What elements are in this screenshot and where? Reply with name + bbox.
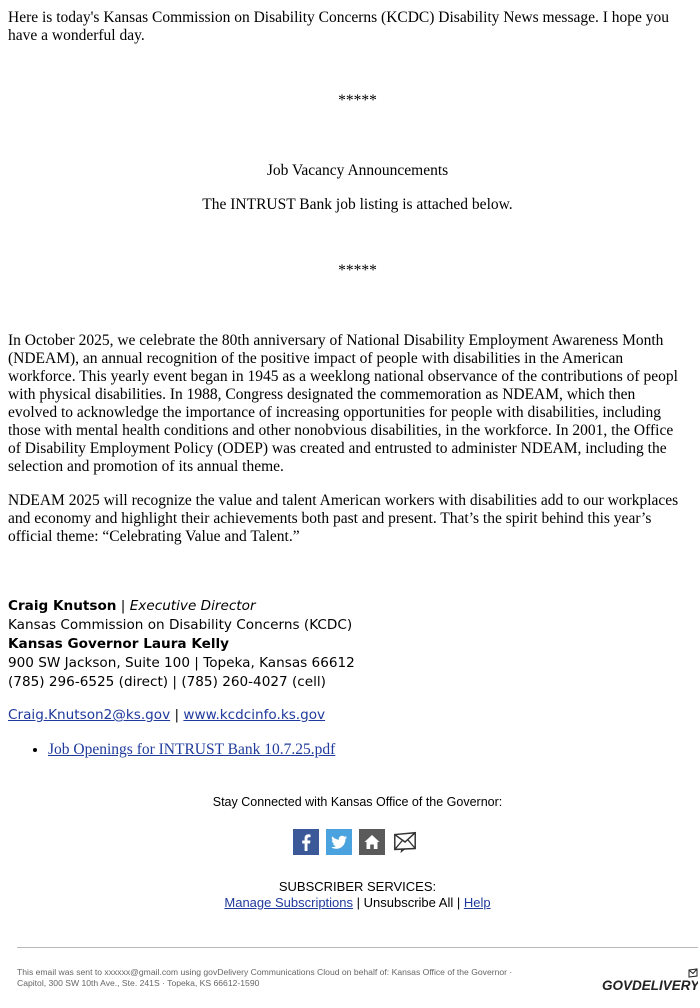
text-line: selection and promotion of its annual theme. xyxy=(8,458,284,475)
divider xyxy=(17,947,698,948)
text-line: NDEAM 2025 will recognize the value and talent American workers with disabilities add to our workplaces xyxy=(8,492,679,509)
address: 900 SW Jackson, Suite 100 | Topeka, Kansas 66612 xyxy=(8,655,355,671)
separator: ***** xyxy=(338,262,377,279)
contact-links xyxy=(8,707,325,723)
unsubscribe-all-link[interactable]: Unsubscribe All xyxy=(363,895,454,910)
separator: | xyxy=(353,895,364,910)
text-line: of Disability Employment Policy (ODEP) was created and entrusted to administer NDEAM, including the xyxy=(8,440,667,457)
separator: | xyxy=(453,895,464,910)
ndeam-paragraph-1 xyxy=(8,332,700,476)
manage-subscriptions-link[interactable]: Manage Subscriptions xyxy=(224,895,354,910)
text-line: workforce. This yearly event began in 1945 as a weeklong national observance of the contributions of peopl xyxy=(8,368,678,385)
envelope-icon[interactable] xyxy=(392,829,418,855)
text-line: official theme: “Celebrating Value and Talent.” xyxy=(8,528,300,545)
stay-connected-text: Stay Connected with Kansas Office of the Governor: xyxy=(212,795,503,809)
text-line: evolved to acknowledge the importance of increasing opportunities for people with disabilities, including xyxy=(8,404,661,421)
footer-text xyxy=(17,967,597,989)
text-line: and economy and highlight their achievements both past and present. That’s the spirit behind this year’s xyxy=(8,510,652,527)
subscriber-links xyxy=(0,895,700,910)
footer-line: This email was sent to xxxxxx@gmail.com using govDelivery Communications Cloud on behalf of: Kansas Office of the Governor · xyxy=(17,967,513,977)
subscriber-services-title: SUBSCRIBER SERVICES: xyxy=(278,879,437,894)
intro-text: Here is today's Kansas Commission on Disability Concerns (KCDC) Disability News message. I hope you have a wonderful day. xyxy=(8,9,670,44)
separator: | xyxy=(116,598,130,614)
signer-organization: Kansas Commission on Disability Concerns (KCDC) xyxy=(8,617,353,633)
text-line: those with mental health conditions and other nonobvious disabilities, in the workforce. In 2001, the Office xyxy=(8,422,674,439)
signer-title: Executive Director xyxy=(129,598,256,614)
facebook-icon[interactable] xyxy=(293,829,319,855)
jobs-heading: Job Vacancy Announcements xyxy=(266,162,449,179)
text-line: with physical disabilities. In 1988, Congress designated the commemoration as NDEAM, which then xyxy=(8,386,636,403)
governor-line: Kansas Governor Laura Kelly xyxy=(8,636,230,652)
list-item xyxy=(48,741,335,759)
footer-line: Capitol, 300 SW 10th Ave., Ste. 241S · Topeka, KS 66612-1590 xyxy=(17,978,260,988)
separator: ***** xyxy=(338,92,377,109)
home-icon[interactable] xyxy=(359,829,385,855)
separator: | xyxy=(170,707,184,723)
email-link[interactable]: Craig.Knutson2@ks.gov xyxy=(8,707,171,723)
text-line: In October 2025, we celebrate the 80th anniversary of National Disability Employment Awareness Month xyxy=(8,332,664,349)
phone-numbers: (785) 296-6525 (direct) | (785) 260-4027 (cell) xyxy=(8,674,326,690)
website-link[interactable]: www.kcdcinfo.ks.gov xyxy=(183,707,326,723)
text-line: (NDEAM), an annual recognition of the positive impact of people with disabilities in the American xyxy=(8,350,624,367)
govdelivery-logo[interactable] xyxy=(602,968,698,994)
jobs-description: The INTRUST Bank job listing is attached below. xyxy=(202,196,513,213)
signature-block xyxy=(8,597,698,692)
social-icons xyxy=(293,829,418,855)
attachment-link[interactable]: Job Openings for INTRUST Bank 10.7.25.pdf xyxy=(48,741,336,758)
logo-text: GOVDELIVERY xyxy=(602,978,698,993)
twitter-icon[interactable] xyxy=(326,829,352,855)
ndeam-paragraph-2 xyxy=(8,492,700,546)
attachment-list xyxy=(8,741,335,759)
signer-name: Craig Knutson xyxy=(8,598,117,614)
help-link[interactable]: Help xyxy=(463,895,491,910)
